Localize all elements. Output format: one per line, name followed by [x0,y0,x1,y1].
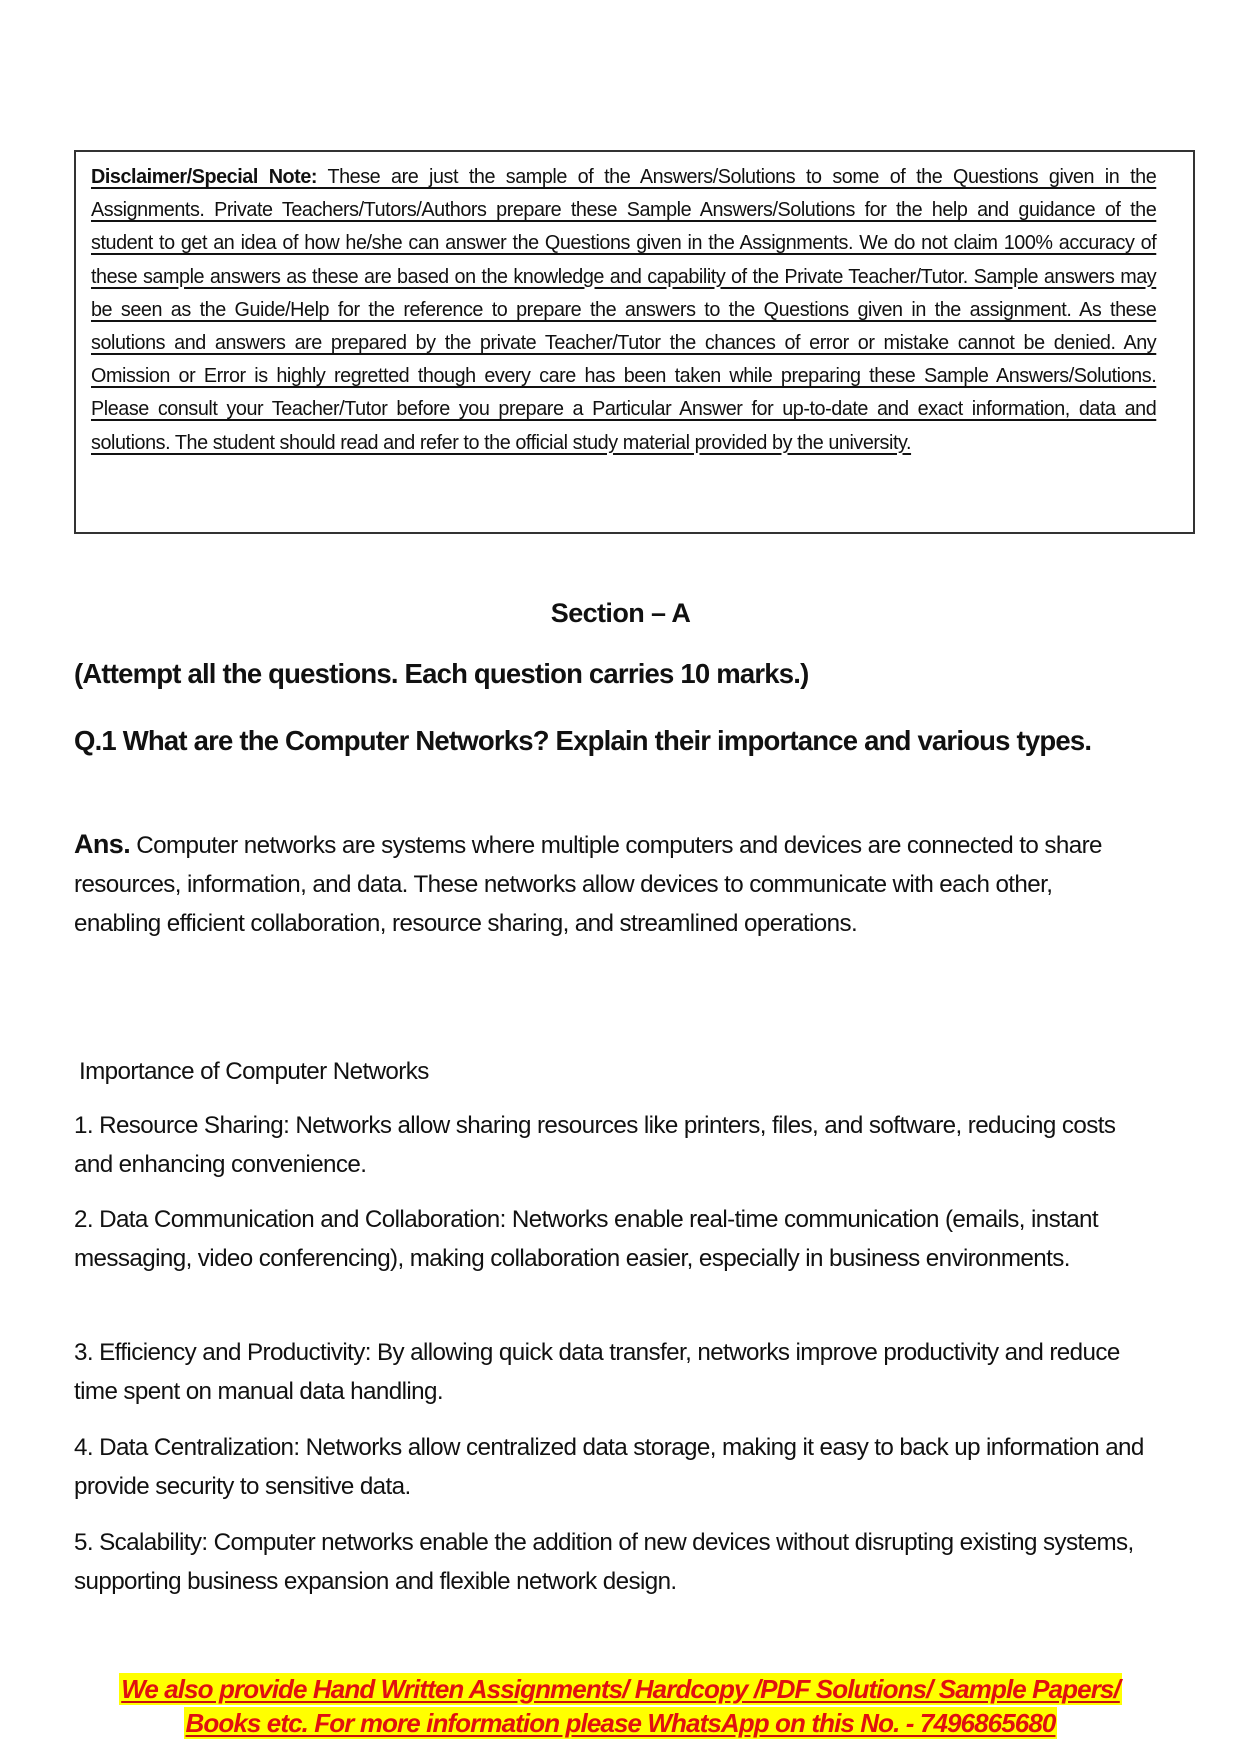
disclaimer-body: These are just the sample of the Answers/Solutions to some of the Questions given in the Assignments. Private Teachers/Tutors/Authors prepare these Sample Answers/Solutions for the help and guidance of the student to get an idea of how he/she can answer the Questions given in the Assignments. We do not claim 100% accuracy of these sample answers as these are based on the knowledge and capability of the Private Teacher/Tutor. Sample answers may be seen as the Guide/Help for the reference to prepare the answers to the Questions given in the assignment. As these solutions and answers are prepared by the private Teacher/Tutor the chances of error or mistake cannot be denied. Any Omission or Error is highly regretted though every care has been taken while preparing these Sample Answers/Solutions. Please consult your Teacher/Tutor before you prepare a Particular Answer for up-to-date and exact information, data and solutions. The student should read and refer to the official study material provided by the university. [91,166,1157,454]
section-instruction: (Attempt all the questions. Each question carries 10 marks.) [74,658,809,689]
promo-banner [0,1672,1241,1740]
importance-item: 1. Resource Sharing: Networks allow sharing resources like printers, files, and software, reducing costs and enhancing convenience. [74,1112,1116,1178]
disclaimer-text [91,161,1156,460]
disclaimer-box [74,150,1195,534]
importance-item: 3. Efficiency and Productivity: By allowing quick data transfer, networks improve productivity and reduce time spent on manual data handling. [74,1339,1120,1405]
answer-text: Computer networks are systems where multiple computers and devices are connected to share resources, information, and data. These networks allow devices to communicate with each other, enabling efficient collaboration, resource sharing, and streamlined operations. [74,832,1102,937]
disclaimer-label: Disclaimer/Special Note: [91,166,318,188]
importance-item: 4. Data Centralization: Networks allow centralized data storage, making it easy to back up information and provide security to sensitive data. [74,1434,1144,1500]
answer-paragraph [74,825,1134,943]
importance-item: 5. Scalability: Computer networks enable the addition of new devices without disrupting existing systems, supporting business expansion and flexible network design. [74,1529,1134,1595]
promo-line-2: Books etc. For more information please WhatsApp on this No. - 7496865680 [185,1708,1056,1738]
answer-label: Ans. [74,829,131,859]
importance-heading: Importance of Computer Networks [79,1058,429,1085]
question-heading: Q.1 What are the Computer Networks? Explain their importance and various types. [74,725,1092,756]
promo-line-1: We also provide Hand Written Assignments/ Hardcopy /PDF Solutions/ Sample Papers/ [121,1674,1120,1704]
section-title: Section – A [550,598,691,628]
importance-item: 2. Data Communication and Collaboration: Networks enable real-time communication (emails, instant messaging, video conferencing), making collaboration easier, especially in business environments. [74,1206,1099,1272]
